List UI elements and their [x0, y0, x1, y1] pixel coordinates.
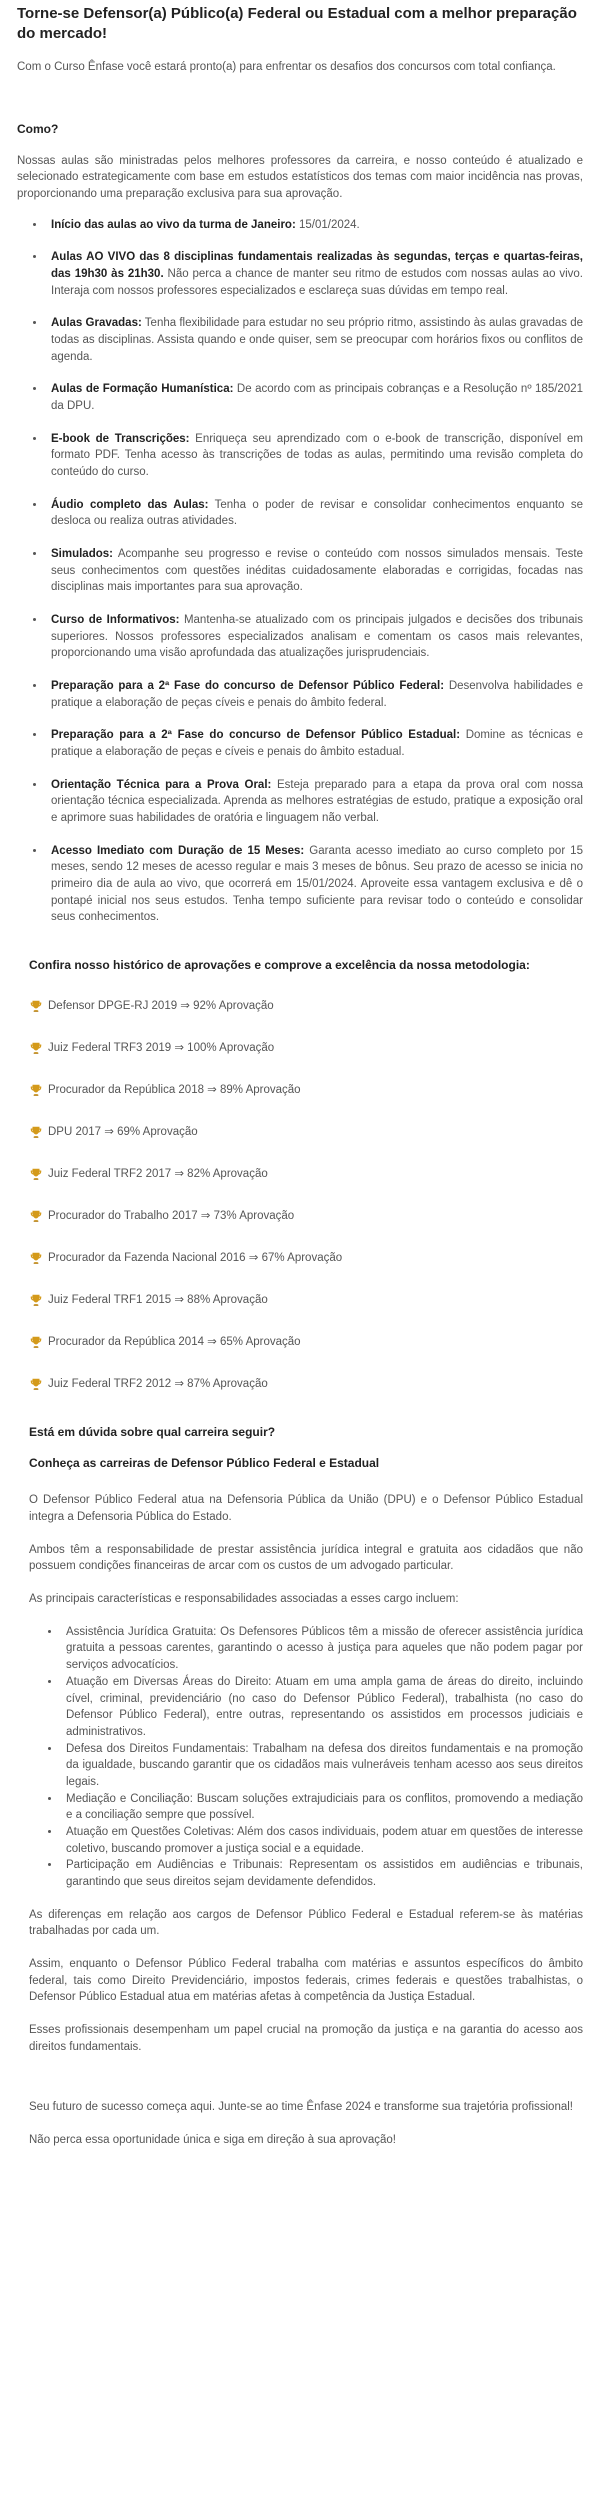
feature-label: Orientação Técnica para a Prova Oral:: [51, 778, 272, 791]
page-title: Torne-se Defensor(a) Público(a) Federal ou Estadual com a melhor preparação do mercado!: [17, 5, 577, 43]
feature-text: Tenha o poder de revisar e consolidar conhecimentos enquanto se desloca ou realiza outras atividades.: [51, 498, 583, 528]
intro-paragraph: Com o Curso Ênfase você estará pronto(a) para enfrentar os desafios dos concursos com total confiança.: [17, 60, 556, 73]
closing-section: [17, 2099, 583, 2148]
careers-paragraph-6: Esses profissionais desempenham um papel crucial na promoção da justiça e na garantia do acesso aos direitos fundamentais.: [29, 2023, 583, 2053]
feature-text: Enriqueça seu aprendizado com o e-book de transcrição, disponível em formato PDF. Tenha acesso às transcrições de todas as aulas, permitindo uma revisão completa do conteúdo do curso.: [51, 432, 583, 478]
feature-text: Mantenha-se atualizado com os principais julgados e decisões dos tribunais superiores. Nossos professores especializados analisam e comentam os casos mais relevantes, proporcionando uma visão aprofundada das atualizações jurisprudenciais.: [51, 614, 583, 660]
careers-heading: Conheça as carreiras de Defensor Público Federal e Estadual: [29, 1456, 380, 1471]
trophy-icon: [29, 1125, 43, 1139]
duty-item: • Defesa dos Direitos Fundamentais: Trabalham na defesa dos direitos fundamentais e na promoção da igualdade, buscando garantir que os cidadãos mais vulneráveis tenham acesso aos seus direitos legais.: [61, 1741, 583, 1791]
trophy-icon: [29, 1251, 43, 1265]
feature-label: Preparação para a 2ª Fase do concurso de Defensor Público Federal:: [51, 680, 445, 693]
features-list: [17, 217, 583, 927]
feature-item: [46, 431, 583, 481]
como-heading: Como?: [17, 122, 59, 137]
feature-item: [46, 612, 583, 662]
feature-text: Desenvolva habilidades e pratique a elaboração de peças cíveis e penais do âmbito federal.: [51, 680, 583, 709]
duties-list: [29, 1624, 583, 1891]
approval-item: [29, 1375, 583, 1394]
feature-text: Domine as técnicas e pratique a elaboração de peças e cíveis e penais do âmbito estadual.: [51, 729, 583, 759]
trophy-icon: [29, 1377, 43, 1391]
feature-item: [46, 678, 583, 711]
trophy-icon: [29, 1209, 43, 1223]
feature-label: E-book de Transcrições:: [51, 432, 190, 445]
approval-item: [29, 1165, 583, 1184]
approval-item: [29, 1207, 583, 1226]
approval-item: [29, 1039, 583, 1058]
approval-text: DPU 2017 ⇒ 69% Aprovação: [48, 1125, 198, 1138]
careers-paragraph-2: Ambos têm a responsabilidade de prestar assistência jurídica integral e gratuita aos cidadãos que não possuem condições financeiras de arcar com os custos de um advogado particular.: [29, 1543, 583, 1573]
trophy-icon: [29, 1041, 43, 1055]
feature-item: [46, 546, 583, 596]
feature-text: Não perca a chance de manter seu ritmo de estudos com nossas aulas ao vivo. Interaja com nossos professores especializados e esclareça suas dúvidas em tempo real.: [51, 267, 583, 297]
approval-item: [29, 1081, 583, 1100]
closing-paragraph-1: Seu futuro de sucesso começa aqui. Junte-se ao time Ênfase 2024 e transforme sua trajetória profissional!: [29, 2101, 573, 2114]
feature-item: [46, 315, 583, 365]
feature-label: Simulados:: [51, 547, 113, 560]
duty-item: • Mediação e Conciliação: Buscam soluções extrajudiciais para os conflitos, promovendo a mediação e a conciliação sempre que possível.: [61, 1791, 583, 1824]
approval-text: Procurador do Trabalho 2017 ⇒ 73% Aprovação: [48, 1209, 295, 1222]
duty-item: • Participação em Audiências e Tribunais: Representam os assistidos em audiências e tribunais, garantindo que seus direitos sejam devidamente defendidos.: [61, 1857, 583, 1890]
approval-text: Procurador da Fazenda Nacional 2016 ⇒ 67% Aprovação: [48, 1251, 343, 1264]
approval-item: [29, 1123, 583, 1142]
track-record-section: [17, 956, 583, 1394]
approval-item: [29, 1333, 583, 1352]
feature-item: [46, 843, 583, 926]
feature-text: 15/01/2024.: [295, 218, 360, 231]
closing-paragraph-2: Não perca essa oportunidade única e siga em direção à sua aprovação!: [29, 2133, 396, 2146]
feature-label: Preparação para a 2ª Fase do concurso de Defensor Público Estadual:: [51, 729, 461, 742]
approval-text: Juiz Federal TRF3 2019 ⇒ 100% Aprovação: [48, 1041, 275, 1054]
como-paragraph: Nossas aulas são ministradas pelos melhores professores da carreira, e nosso conteúdo é atualizado e selecionado estrategicamente com base em estudos estatísticos dos temas com maior incidência nas provas, proporcionando uma preparação exclusiva para sua aprovação.: [17, 154, 583, 200]
feature-label: Aulas Gravadas:: [51, 317, 142, 330]
track-record-heading: Confira nosso histórico de aprovações e comprove a excelência da nossa metodologia:: [29, 958, 530, 973]
approval-text: Defensor DPGE-RJ 2019 ⇒ 92% Aprovação: [48, 999, 274, 1012]
feature-text: Acompanhe seu progresso e revise o conteúdo com nossos simulados mensais. Teste seus conhecimentos com questões inéditas cuidadosamente elaboradas e corrigidas, focadas nas disciplinas mais importantes para sua aprovação.: [51, 547, 583, 594]
feature-item: [46, 217, 583, 234]
trophy-icon: [29, 1167, 43, 1181]
feature-text: Tenha flexibilidade para estudar no seu próprio ritmo, assistindo às aulas gravadas de todas as disciplinas. Assista quando e onde quiser, sem se preocupar com horários fixos ou conflitos de agenda.: [51, 317, 584, 363]
feature-text: De acordo com as principais cobranças e a Resolução nº 185/2021 da DPU.: [51, 383, 583, 412]
feature-text: Garanta acesso imediato ao curso completo por 15 meses, sendo 12 meses de acesso regular e mais 3 meses de bônus. Seu prazo de acesso se inicia no primeiro dia de aula ao vivo, que ocorrerá em 15/01/2024. Aproveite essa vantagem exclusiva e dê o pontapé inicial nos seus estudos. Tenha tempo suficiente para revisar todo o conteúdo e consolidar seus conhecimentos.: [51, 844, 583, 924]
duty-item: • Atuação em Diversas Áreas do Direito: Atuam em uma ampla gama de áreas do direito, incluindo cível, criminal, previdenciário (no caso do Defensor Público Federal), trabalhista (no caso do Defensor Público Federal), entre outras, representando os assistidos em processos judiciais e administrativos.: [61, 1674, 583, 1741]
trophy-icon: [29, 999, 43, 1013]
approval-text: Juiz Federal TRF2 2012 ⇒ 87% Aprovação: [48, 1377, 268, 1390]
careers-paragraph-4: As diferenças em relação aos cargos de Defensor Público Federal e Estadual referem-se às matérias trabalhadas por cada um.: [29, 1908, 583, 1938]
approval-text: Juiz Federal TRF1 2015 ⇒ 88% Aprovação: [48, 1293, 268, 1306]
approval-text: Procurador da República 2018 ⇒ 89% Aprovação: [48, 1083, 301, 1096]
approval-item: [29, 1291, 583, 1310]
trophy-icon: [29, 1293, 43, 1307]
feature-label: Acesso Imediato com Duração de 15 Meses:: [51, 844, 305, 857]
feature-item: [46, 249, 583, 299]
feature-text: Esteja preparado para a etapa da prova oral com nossa orientação técnica especializada. Aprenda as melhores estratégias de estudo, pratique a exposição oral e aprimore suas habilidades de oratória e linguagem não verbal.: [51, 778, 583, 825]
feature-item: [46, 727, 583, 760]
feature-label: Áudio completo das Aulas:: [51, 498, 209, 511]
trophy-icon: [29, 1335, 43, 1349]
careers-paragraph-1: O Defensor Público Federal atua na Defensoria Pública da União (DPU) e o Defensor Público Estadual integra a Defensoria Pública do Estado.: [29, 1494, 583, 1524]
feature-label: Aulas de Formação Humanística:: [51, 383, 234, 396]
careers-body: [17, 1492, 583, 2055]
approval-item: [29, 997, 583, 1016]
approval-text: Procurador da República 2014 ⇒ 65% Aprovação: [48, 1335, 301, 1348]
careers-paragraph-5: Assim, enquanto o Defensor Público Federal trabalha com matérias e assuntos específicos do âmbito federal, tais como Direito Previdenciário, impostos federais, crimes federais e questões trabalhistas, o Defensor Público Estadual atua em matérias afetas à competência da Justiça Estadual.: [29, 1957, 583, 2004]
duty-item: • Atuação em Questões Coletivas: Além dos casos individuais, podem atuar em questões de interesse coletivo, buscando promover a justiça social e a equidade.: [61, 1824, 583, 1857]
feature-label: Aulas AO VIVO das 8 disciplinas fundamentais realizadas às segundas, terças e quartas-feiras, das 19h30 às 21h30.: [51, 251, 583, 280]
careers-paragraph-3: As principais características e responsabilidades associadas a esses cargo incluem:: [29, 1593, 459, 1606]
feature-label: Início das aulas ao vivo da turma de Janeiro:: [51, 218, 296, 231]
approval-text: Juiz Federal TRF2 2017 ⇒ 82% Aprovação: [48, 1167, 268, 1180]
duty-item: • Assistência Jurídica Gratuita: Os Defensores Públicos têm a missão de oferecer assistência jurídica gratuita a pessoas carentes, garantindo o acesso à justiça para aqueles que não podem pagar por serviços advocatícios.: [61, 1624, 583, 1674]
feature-label: Curso de Informativos:: [51, 614, 180, 626]
approvals-list: [29, 997, 583, 1394]
approval-item: [29, 1249, 583, 1268]
trophy-icon: [29, 1083, 43, 1097]
doubt-heading: Está em dúvida sobre qual carreira seguir?: [29, 1424, 276, 1439]
feature-item: [46, 777, 583, 827]
feature-item: [46, 381, 583, 414]
feature-item: [46, 497, 583, 530]
